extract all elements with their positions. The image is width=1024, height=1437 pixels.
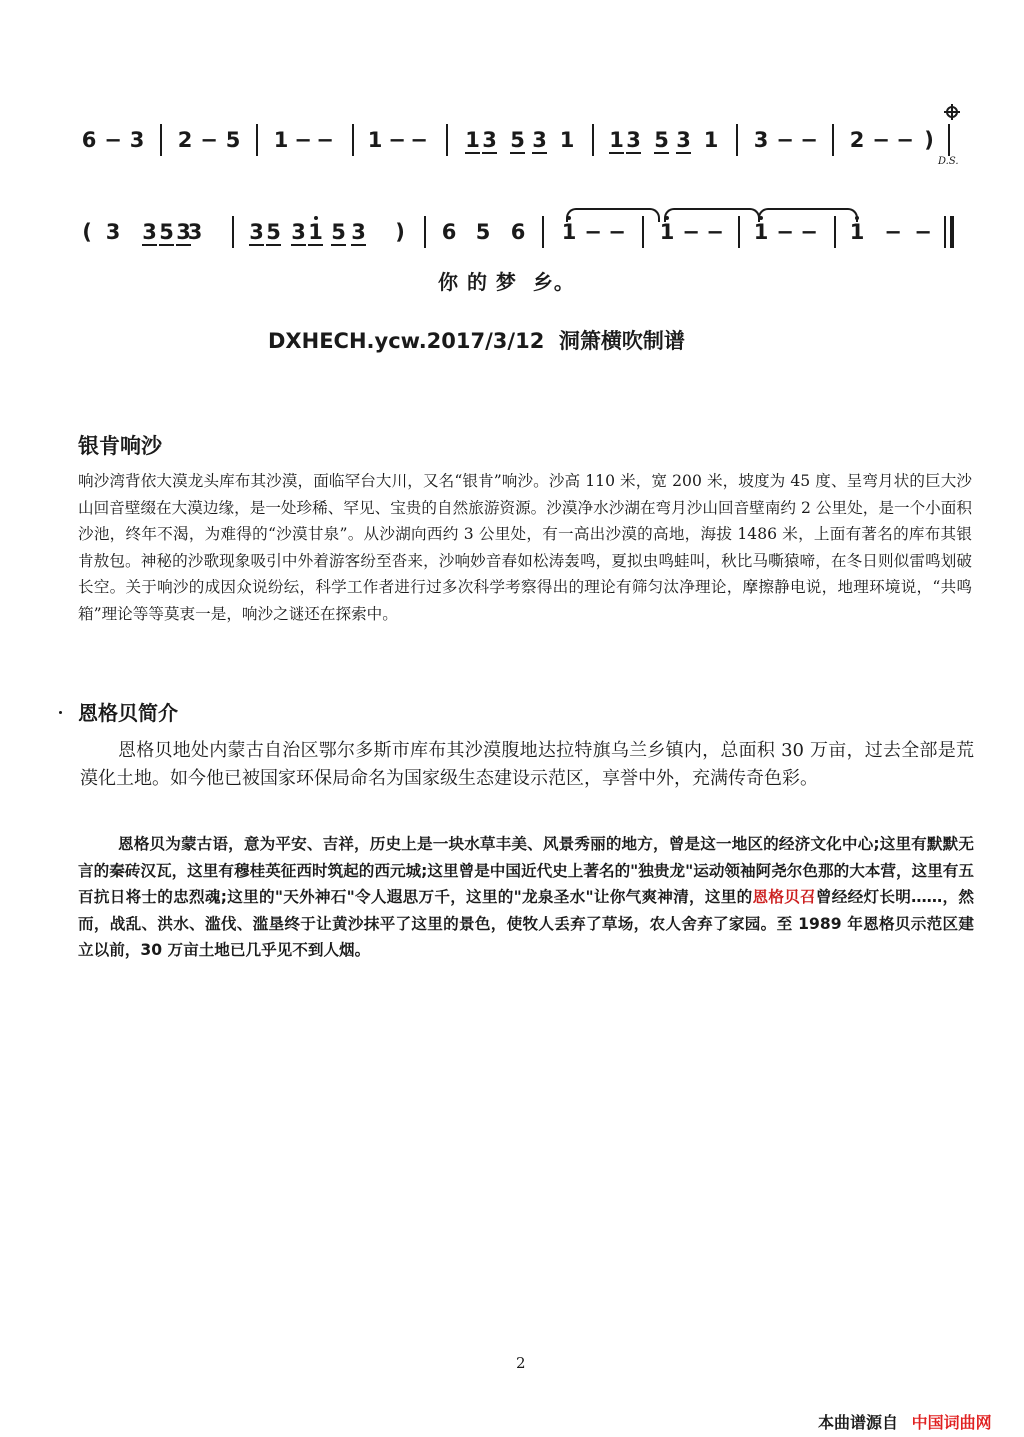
section-body-yinken-sand: 响沙湾背依大漠龙头库布其沙漠，面临罕台大川，又名“银肯”响沙。沙高 110 米，宽 200 米，坡度为 45 度、呈弯月状的巨大沙山回音壁缀在大漠边缘，是一处珍稀、罕见、宝贵的自然旅游资源。沙漠净水沙湖在弯月沙山回音壁南约 2 公里处，是一个小面积沙池，终年不渴，为难得的“沙漠甘泉”。从沙湖向西约 3 公里处，有一高出沙漠的高地，海拔 1486 米，上面有著名的库布其银肯敖包。神秘的沙歌现象吸引中外着游客纷至沓来，沙响妙音春如松涛轰鸣，夏拟虫鸣蛙叫，秋比马嘶猿啼，在冬日则似雷鸣划破长空。关于响沙的成因众说纷纭，科学工作者进行过多次科学考察得出的理论有筛匀汰净理论，摩擦静电说，地理环境说，“共鸣箱”理论等等莫衷一是，响沙之谜还在探索中。 bbox=[78, 472, 972, 623]
tie bbox=[566, 208, 660, 222]
barline bbox=[424, 216, 426, 248]
barline bbox=[542, 216, 544, 248]
open-paren: ( bbox=[82, 220, 92, 244]
note-underlined: 1 bbox=[608, 120, 625, 160]
note-underlined: 3 bbox=[290, 212, 307, 252]
dash: − bbox=[388, 128, 406, 152]
note-underlined: 3 bbox=[625, 120, 642, 160]
note: 3 bbox=[753, 128, 769, 152]
dash: − bbox=[706, 220, 724, 244]
octave-dot bbox=[314, 216, 318, 220]
dash: − bbox=[800, 220, 818, 244]
dash: − bbox=[914, 220, 932, 244]
coda-icon bbox=[946, 106, 958, 118]
note: 2 bbox=[177, 128, 193, 152]
final-barline-thick bbox=[950, 216, 954, 248]
section-body-engebei bbox=[78, 831, 974, 964]
note-digit: 1 bbox=[659, 220, 675, 244]
barline bbox=[160, 124, 162, 156]
dash: − bbox=[800, 128, 818, 152]
note-underlined: 5 bbox=[653, 120, 670, 160]
dash: − bbox=[896, 128, 914, 152]
note-underlined: 3 bbox=[350, 212, 367, 252]
ds-mark: D.S. bbox=[938, 156, 959, 167]
note-underlined: 5 bbox=[509, 120, 526, 160]
note: 1 bbox=[559, 128, 575, 152]
dash: − bbox=[584, 220, 602, 244]
dash: − bbox=[872, 128, 890, 152]
dash: − bbox=[316, 128, 334, 152]
barline bbox=[592, 124, 594, 156]
note-digit: 1 bbox=[849, 220, 865, 244]
barline bbox=[446, 124, 448, 156]
note-underlined: 3 bbox=[675, 120, 692, 160]
score-row-1 bbox=[0, 120, 1024, 180]
body-text: 曾经经灯长明……，然而，战乱、洪水、滥伐、滥垦终于让黄沙抹平了这里的景色，使牧人丢弃了草场，农人舍弃了家园。至 1989 年恩格贝示范区建立以前，30 万亩土地已几乎见不到人烟。 bbox=[78, 888, 974, 960]
note-underlined: 3 bbox=[481, 120, 498, 160]
note: 3 bbox=[129, 128, 145, 152]
note: 1 bbox=[273, 128, 289, 152]
note: 6 bbox=[81, 128, 97, 152]
tie bbox=[664, 208, 760, 222]
score-row-2 bbox=[0, 212, 1024, 272]
section-title-engebei: 恩格贝简介 bbox=[78, 701, 178, 725]
dash: − bbox=[682, 220, 700, 244]
dash: − bbox=[608, 220, 626, 244]
footer-site-name[interactable]: 中国词曲网 bbox=[911, 1413, 992, 1432]
note-underlined: 1 bbox=[464, 120, 481, 160]
note: 6 bbox=[510, 220, 526, 244]
dash: − bbox=[104, 128, 122, 152]
note-underlined: 3 bbox=[531, 120, 548, 160]
note-underlined: 3 bbox=[175, 212, 192, 252]
barline bbox=[832, 124, 834, 156]
engebei-temple-link[interactable]: 恩格贝召 bbox=[752, 888, 816, 907]
dash: − bbox=[294, 128, 312, 152]
note: 5 bbox=[475, 220, 491, 244]
bullet-dot bbox=[59, 711, 62, 714]
note: 5 bbox=[225, 128, 241, 152]
footer-source-label: 本曲谱源自 bbox=[818, 1413, 899, 1432]
body-text: 恩格贝为蒙古语，意为平安、吉祥，历史上是一块水草丰美、风景秀丽的地方，曾是这一地区的经济文化中心;这里有默默无言的秦砖汉瓦，这里有穆桂英征西时筑起的西元城;这里曾是中国近代史上著名的"独贵龙"运动领袖阿尧尔色那的大本营，这里有五百抗日将士的忠烈魂;这里的"天外神石"令人遐思万千，这里的"龙泉圣水"让你气爽神清，这里的 bbox=[78, 835, 974, 907]
barline bbox=[232, 216, 234, 248]
tie bbox=[758, 208, 858, 222]
note-underlined: 3 bbox=[248, 212, 265, 252]
note-underlined: 5 bbox=[265, 212, 282, 252]
score-lyrics: 你 的 梦 乡。 bbox=[438, 270, 575, 294]
note: 1 bbox=[367, 128, 383, 152]
barline bbox=[256, 124, 258, 156]
note-digit: 1 bbox=[753, 220, 769, 244]
final-barline-thin bbox=[944, 216, 946, 248]
page-number: 2 bbox=[516, 1354, 526, 1372]
section-title-yinken-sand: 银肯响沙 bbox=[78, 434, 162, 458]
close-paren: ) bbox=[395, 220, 405, 244]
note-underlined: 5 bbox=[330, 212, 347, 252]
dash: − bbox=[776, 128, 794, 152]
footer-watermark bbox=[818, 1410, 992, 1433]
dash: − bbox=[200, 128, 218, 152]
note-underlined-high bbox=[307, 212, 324, 252]
dash: − bbox=[884, 220, 902, 244]
note-digit: 1 bbox=[561, 220, 577, 244]
dash: − bbox=[776, 220, 794, 244]
close-paren: ) bbox=[924, 128, 934, 152]
score-credit: DXHECH.ycw.2017/3/12 洞箫横吹制谱 bbox=[268, 329, 685, 353]
section-intro-engebei: 恩格贝地处内蒙古自治区鄂尔多斯市库布其沙漠腹地达拉特旗乌兰乡镇内，总面积 30 万亩，过去全部是荒漠化土地。如今他已被国家环保局命名为国家级生态建设示范区，享誉中外，充满传奇色彩。 bbox=[80, 740, 974, 789]
barline-end bbox=[948, 124, 950, 156]
note: 1 bbox=[703, 128, 719, 152]
dash: − bbox=[410, 128, 428, 152]
note-underlined: 5 bbox=[158, 212, 175, 252]
note-underlined: 3 bbox=[141, 212, 158, 252]
barline bbox=[352, 124, 354, 156]
barline bbox=[736, 124, 738, 156]
note: 3 bbox=[187, 220, 203, 244]
note: 3 bbox=[105, 220, 121, 244]
note: 2 bbox=[849, 128, 865, 152]
note: 6 bbox=[441, 220, 457, 244]
note-digit: 1 bbox=[308, 220, 323, 244]
